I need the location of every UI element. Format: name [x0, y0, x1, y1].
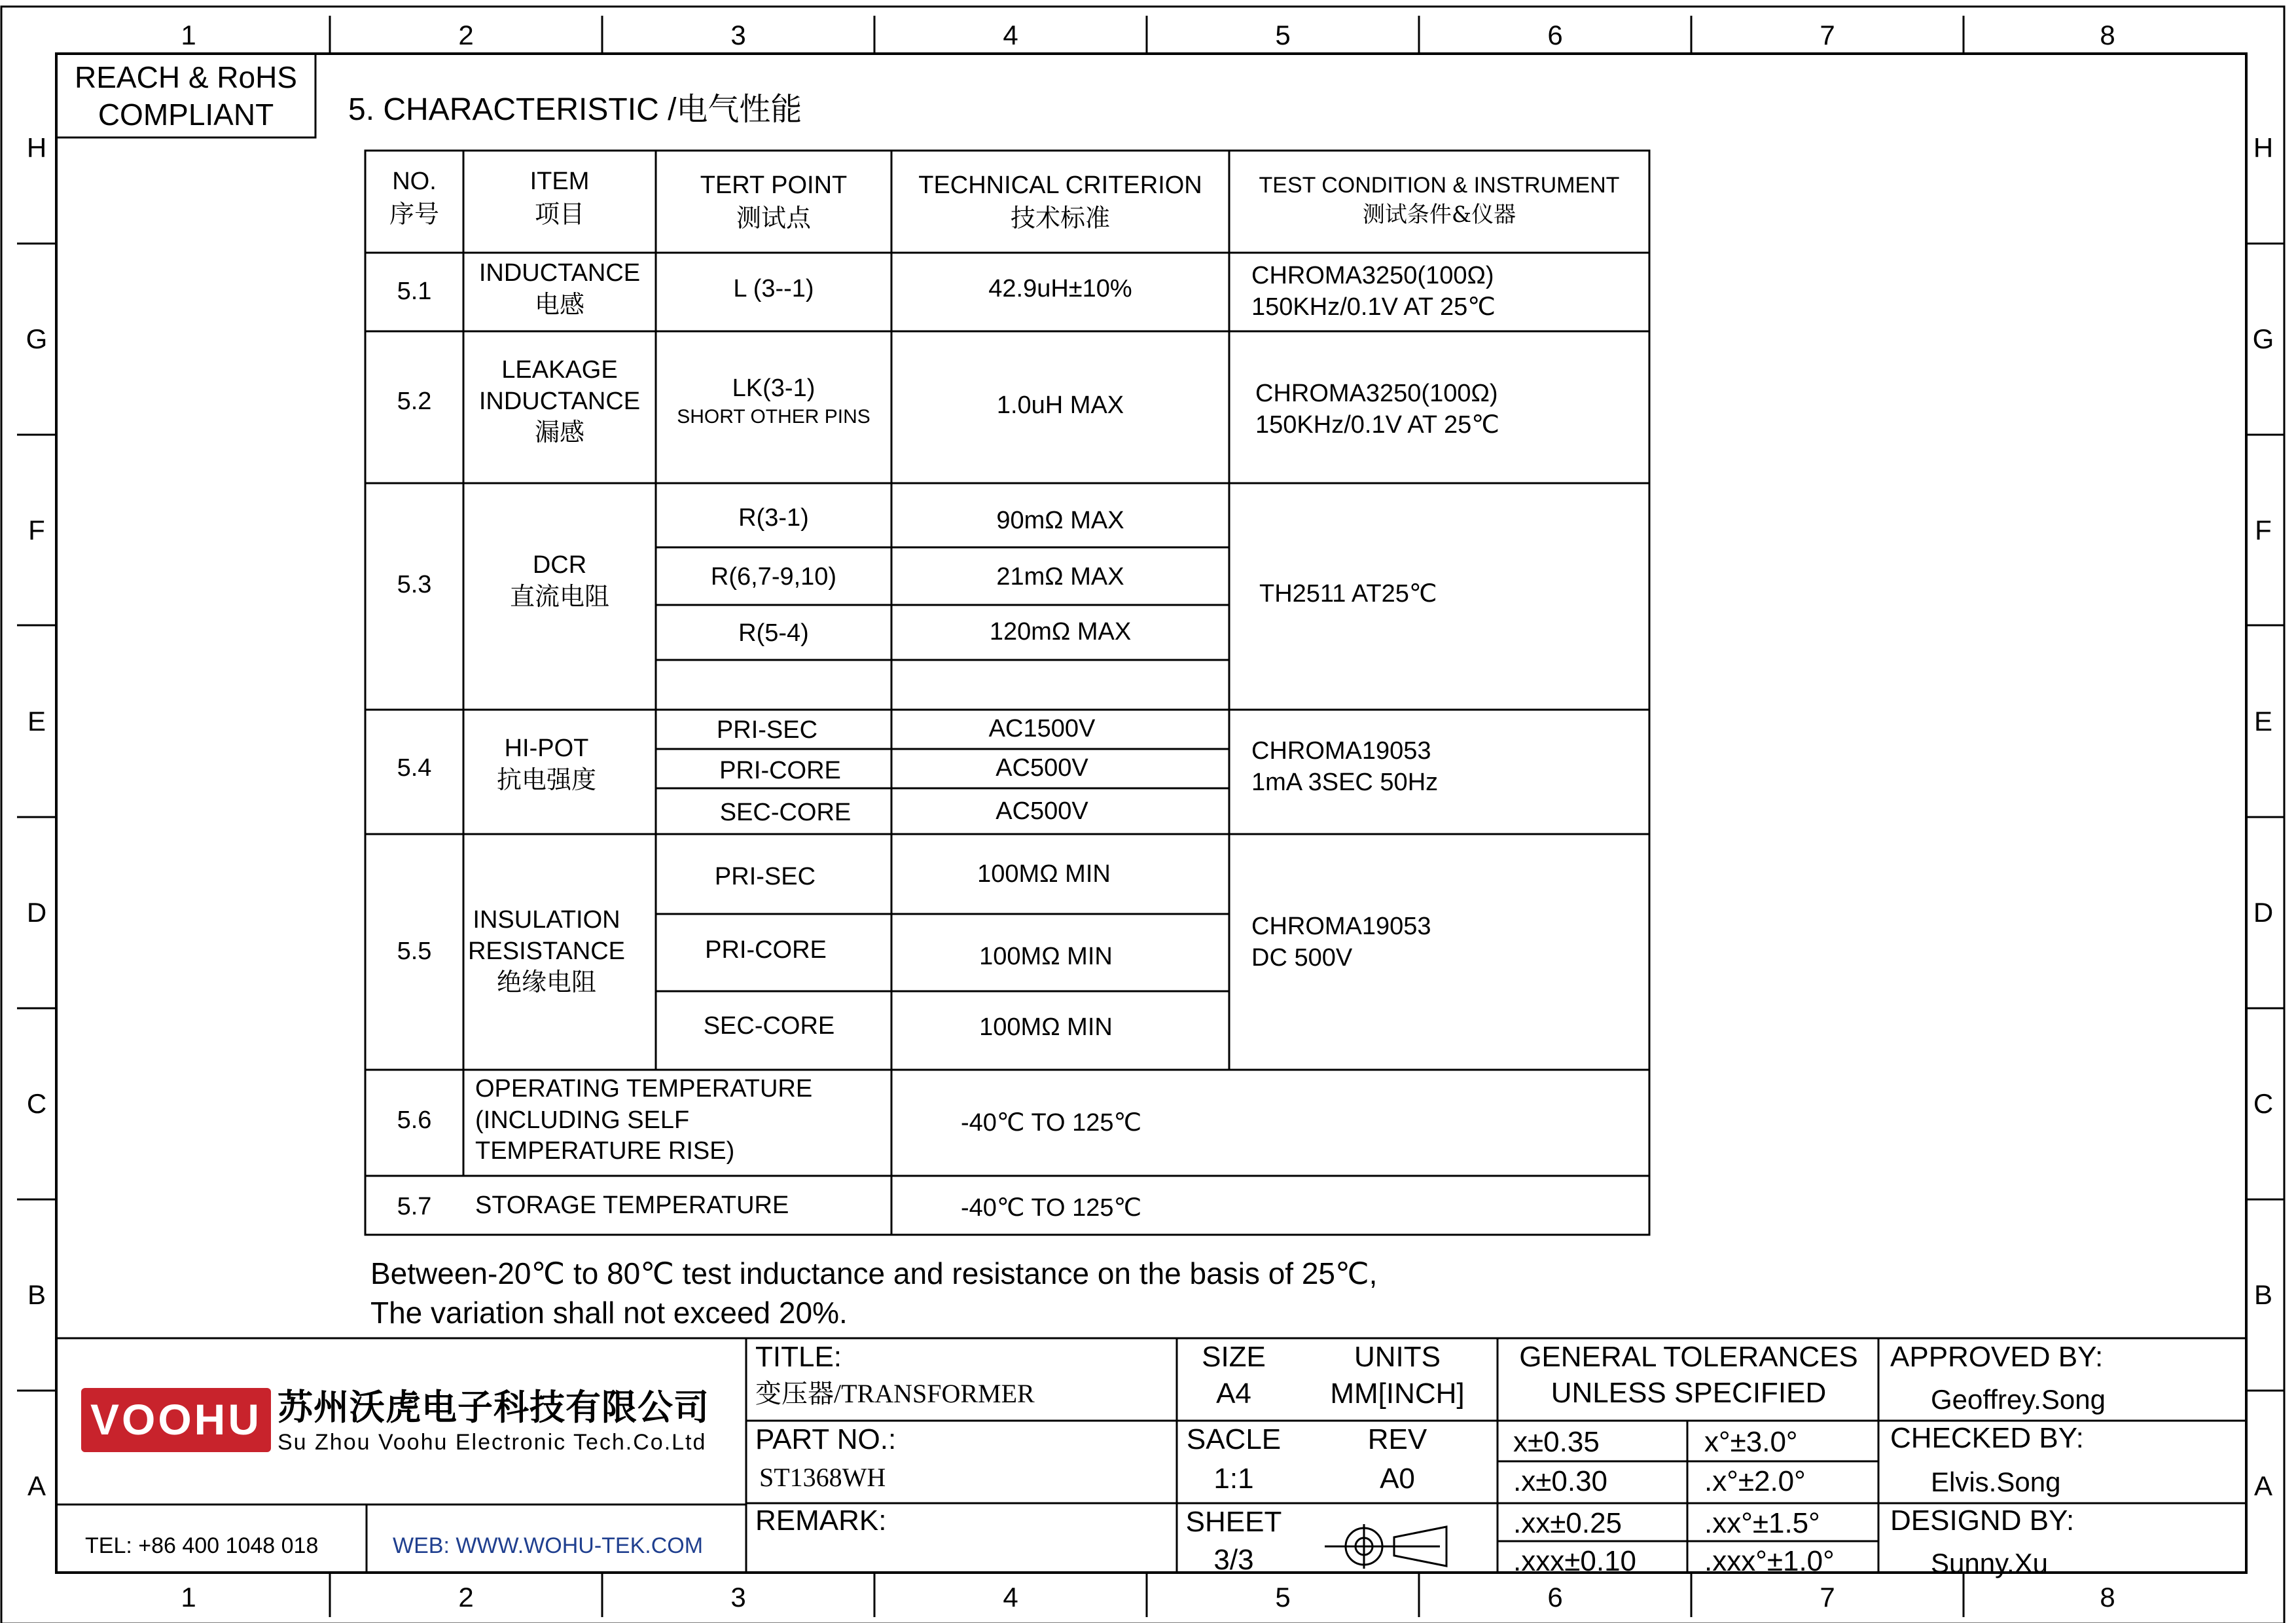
test-point: PRI-SEC	[716, 716, 818, 744]
website-link[interactable]: WEB: WWW.WOHU-TEK.COM	[393, 1533, 704, 1558]
criterion: 100MΩ MIN	[977, 860, 1111, 888]
item-inductance	[463, 259, 656, 319]
row-label: G	[26, 323, 48, 354]
test-point: R(5-4)	[738, 619, 809, 647]
scale-label: SACLE	[1186, 1423, 1282, 1455]
condition-line: CHROMA19053	[1251, 737, 1431, 765]
column-label: 2	[458, 20, 474, 50]
note-line: The variation shall not exceed 20%.	[370, 1295, 848, 1330]
column-label: 6	[1547, 1582, 1563, 1613]
column-label: 3	[730, 20, 746, 50]
condition-line: 1mA 3SEC 50Hz	[1251, 768, 1439, 796]
column-label: 2	[458, 1582, 474, 1613]
row-label: E	[2253, 706, 2272, 737]
tolerances-title-line: UNLESS SPECIFIED	[1551, 1376, 1827, 1409]
row-label: G	[2252, 323, 2274, 354]
approved-by-label: APPROVED BY:	[1890, 1341, 2104, 1373]
item-cn: 抗电强度	[496, 765, 596, 794]
approved-by-name: Geoffrey.Song	[1931, 1384, 2106, 1415]
criterion: 1.0uH MAX	[996, 392, 1124, 419]
column-label: 3	[730, 1582, 746, 1613]
company-name-cn: 苏州沃虎电子科技有限公司	[278, 1386, 709, 1428]
header-item	[463, 168, 656, 228]
item-dcr	[463, 551, 656, 611]
test-condition	[1251, 913, 1431, 972]
condition-line: DC 500V	[1251, 943, 1353, 972]
criterion: 42.9uH±10%	[988, 275, 1132, 302]
test-condition	[1251, 262, 1496, 321]
compliance-line-2: COMPLIANT	[98, 97, 274, 132]
tolerance-linear: .xx±0.25	[1513, 1507, 1623, 1539]
row-label: B	[2253, 1279, 2272, 1310]
designed-by-name: Sunny.Xu	[1931, 1548, 2049, 1578]
column-label: 6	[1547, 20, 1563, 50]
checked-by-label: CHECKED BY:	[1890, 1422, 2084, 1454]
column-label: 7	[1820, 20, 1835, 50]
row-label: F	[28, 515, 45, 545]
test-condition	[1251, 737, 1438, 797]
item-en: HI-POT	[504, 735, 589, 762]
item-en: RESISTANCE	[467, 937, 625, 965]
item-en: INDUCTANCE	[478, 259, 641, 287]
row-label: A	[2253, 1470, 2272, 1501]
condition-line: 150KHz/0.1V AT 25℃	[1255, 410, 1499, 439]
rev-label: REV	[1367, 1423, 1427, 1455]
item-cn: 漏感	[534, 418, 584, 447]
item-en: INDUCTANCE	[478, 387, 641, 415]
telephone: TEL: +86 400 1048 018	[85, 1533, 319, 1558]
header-criterion	[891, 172, 1229, 232]
column-label: 7	[1820, 1582, 1835, 1613]
condition-line: CHROMA19053	[1251, 913, 1431, 940]
row-label: A	[27, 1470, 46, 1501]
header-no	[365, 168, 463, 228]
row-label: C	[26, 1088, 47, 1119]
test-condition: TH2511 AT25℃	[1259, 580, 1437, 608]
variation-note	[370, 1254, 1377, 1333]
size-value: A4	[1216, 1377, 1251, 1410]
header-criterion-en: TECHNICAL CRITERION	[918, 172, 1202, 199]
item-insulation-resistance	[463, 906, 630, 997]
test-point: PRI-CORE	[719, 757, 841, 784]
header-item-en: ITEM	[529, 168, 590, 195]
tolerances-title-line: GENERAL TOLERANCES	[1519, 1341, 1858, 1373]
units-value: MM[INCH]	[1330, 1377, 1465, 1410]
logo-text: VOOHU	[90, 1395, 262, 1444]
test-point: PRI-CORE	[705, 936, 827, 964]
test-point: SEC-CORE	[719, 799, 852, 826]
column-label: 1	[181, 1582, 196, 1613]
tolerance-angular: .xxx°±1.0°	[1704, 1545, 1835, 1577]
units-label: UNITS	[1354, 1341, 1441, 1373]
item-leakage-inductance	[463, 356, 656, 447]
criterion: AC500V	[996, 797, 1088, 825]
note-line: Between-20℃ to 80℃ test inductance and resistance on the basis of 25℃,	[370, 1256, 1378, 1290]
test-point	[656, 374, 891, 428]
row-label: E	[27, 706, 46, 737]
row-no: 5.6	[397, 1106, 432, 1134]
sheet-label: SHEET	[1185, 1506, 1282, 1538]
row-label: D	[2253, 897, 2274, 928]
header-no-cn: 序号	[389, 199, 439, 228]
item-storage-temperature: STORAGE TEMPERATURE	[475, 1192, 789, 1219]
condition-line: CHROMA3250(100Ω)	[1255, 380, 1498, 407]
tolerance-angular: .x°±2.0°	[1704, 1465, 1806, 1497]
column-label: 8	[2100, 20, 2115, 50]
scale-value: 1:1	[1213, 1463, 1254, 1495]
header-test-point	[656, 172, 891, 232]
title-label: TITLE:	[755, 1341, 842, 1373]
rev-value: A0	[1380, 1463, 1415, 1495]
header-condition	[1229, 173, 1649, 228]
item-en: LEAKAGE	[501, 356, 618, 384]
title-value: 变压器/TRANSFORMER	[755, 1379, 1035, 1408]
tolerances-title	[1499, 1341, 1878, 1410]
checked-by-name: Elvis.Song	[1931, 1467, 2061, 1497]
header-condition-cn: 测试条件&仪器	[1362, 202, 1516, 228]
item-cn: 绝缘电阻	[496, 968, 596, 997]
header-no-en: NO.	[392, 168, 437, 195]
projection-symbol-icon	[1325, 1524, 1446, 1569]
designed-by-label: DESIGND BY:	[1890, 1504, 2075, 1537]
row-no: 5.4	[397, 754, 432, 782]
temperature-range: -40℃ TO 125℃	[961, 1109, 1142, 1137]
item-operating-temperature	[475, 1075, 812, 1166]
criterion: AC1500V	[988, 715, 1096, 742]
row-no: 5.5	[397, 938, 432, 965]
row-label: C	[2253, 1088, 2274, 1119]
point-main: LK(3-1)	[732, 374, 816, 402]
criterion: 100MΩ MIN	[979, 943, 1113, 970]
item-cn: 直流电阻	[509, 581, 609, 611]
row-label: H	[26, 132, 47, 163]
company-name-en: Su Zhou Voohu Electronic Tech.Co.Ltd	[278, 1430, 707, 1455]
criterion: 120mΩ MAX	[989, 618, 1132, 646]
sheet-value: 3/3	[1213, 1544, 1254, 1576]
column-label: 5	[1275, 1582, 1291, 1613]
criterion: 90mΩ MAX	[996, 507, 1124, 534]
test-point: PRI-SEC	[714, 863, 816, 890]
temperature-range: -40℃ TO 125℃	[961, 1194, 1142, 1222]
row-label: D	[26, 897, 47, 928]
column-label: 4	[1003, 1582, 1018, 1613]
criterion: 21mΩ MAX	[996, 563, 1124, 591]
item-line: TEMPERATURE RISE)	[475, 1137, 735, 1165]
test-point: L (3--1)	[733, 275, 814, 302]
condition-line: CHROMA3250(100Ω)	[1251, 262, 1494, 289]
tolerance-angular: .xx°±1.5°	[1704, 1507, 1820, 1539]
test-condition	[1255, 380, 1499, 439]
header-condition-en: TEST CONDITION & INSTRUMENT	[1259, 173, 1620, 198]
header-point-en: TERT POINT	[700, 172, 848, 199]
part-no-value: ST1368WH	[759, 1463, 886, 1492]
row-label: F	[2255, 515, 2272, 545]
tolerance-linear: .xxx±0.10	[1513, 1545, 1637, 1577]
point-note: SHORT OTHER PINS	[677, 405, 870, 428]
row-no: 5.1	[397, 278, 432, 305]
section-title: 5. CHARACTERISTIC /电气性能	[348, 92, 802, 127]
criterion: 100MΩ MIN	[979, 1013, 1113, 1041]
item-line: OPERATING TEMPERATURE	[475, 1075, 813, 1103]
row-label: B	[27, 1279, 46, 1310]
item-en: INSULATION	[473, 906, 620, 934]
header-item-cn: 项目	[534, 199, 584, 228]
tolerance-angular: x°±3.0°	[1704, 1426, 1798, 1458]
compliance-line-1: REACH & RoHS	[75, 60, 297, 94]
part-no-label: PART NO.:	[755, 1423, 897, 1455]
test-point: R(3-1)	[738, 504, 809, 532]
size-label: SIZE	[1202, 1341, 1266, 1373]
item-line: (INCLUDING SELF	[475, 1106, 690, 1134]
tolerance-linear: x±0.35	[1513, 1426, 1600, 1458]
item-cn: 电感	[534, 289, 584, 319]
column-label: 8	[2100, 1582, 2115, 1613]
row-no: 5.3	[397, 571, 432, 598]
criterion: AC500V	[996, 754, 1088, 782]
item-hi-pot	[463, 735, 630, 794]
column-label: 1	[181, 20, 196, 50]
test-point: R(6,7-9,10)	[710, 563, 837, 591]
header-point-cn: 测试点	[736, 203, 811, 232]
column-label: 5	[1275, 20, 1291, 50]
item-en: DCR	[532, 551, 587, 579]
column-label: 4	[1003, 20, 1018, 50]
row-label: H	[2253, 132, 2274, 163]
tolerance-linear: .x±0.30	[1513, 1465, 1608, 1497]
header-criterion-cn: 技术标准	[1010, 203, 1110, 232]
row-no: 5.2	[397, 388, 432, 415]
remark-label: REMARK:	[755, 1504, 887, 1537]
test-point: SEC-CORE	[703, 1012, 835, 1040]
row-no: 5.7	[397, 1193, 432, 1220]
compliance-badge	[56, 60, 315, 132]
condition-line: 150KHz/0.1V AT 25℃	[1251, 293, 1496, 321]
